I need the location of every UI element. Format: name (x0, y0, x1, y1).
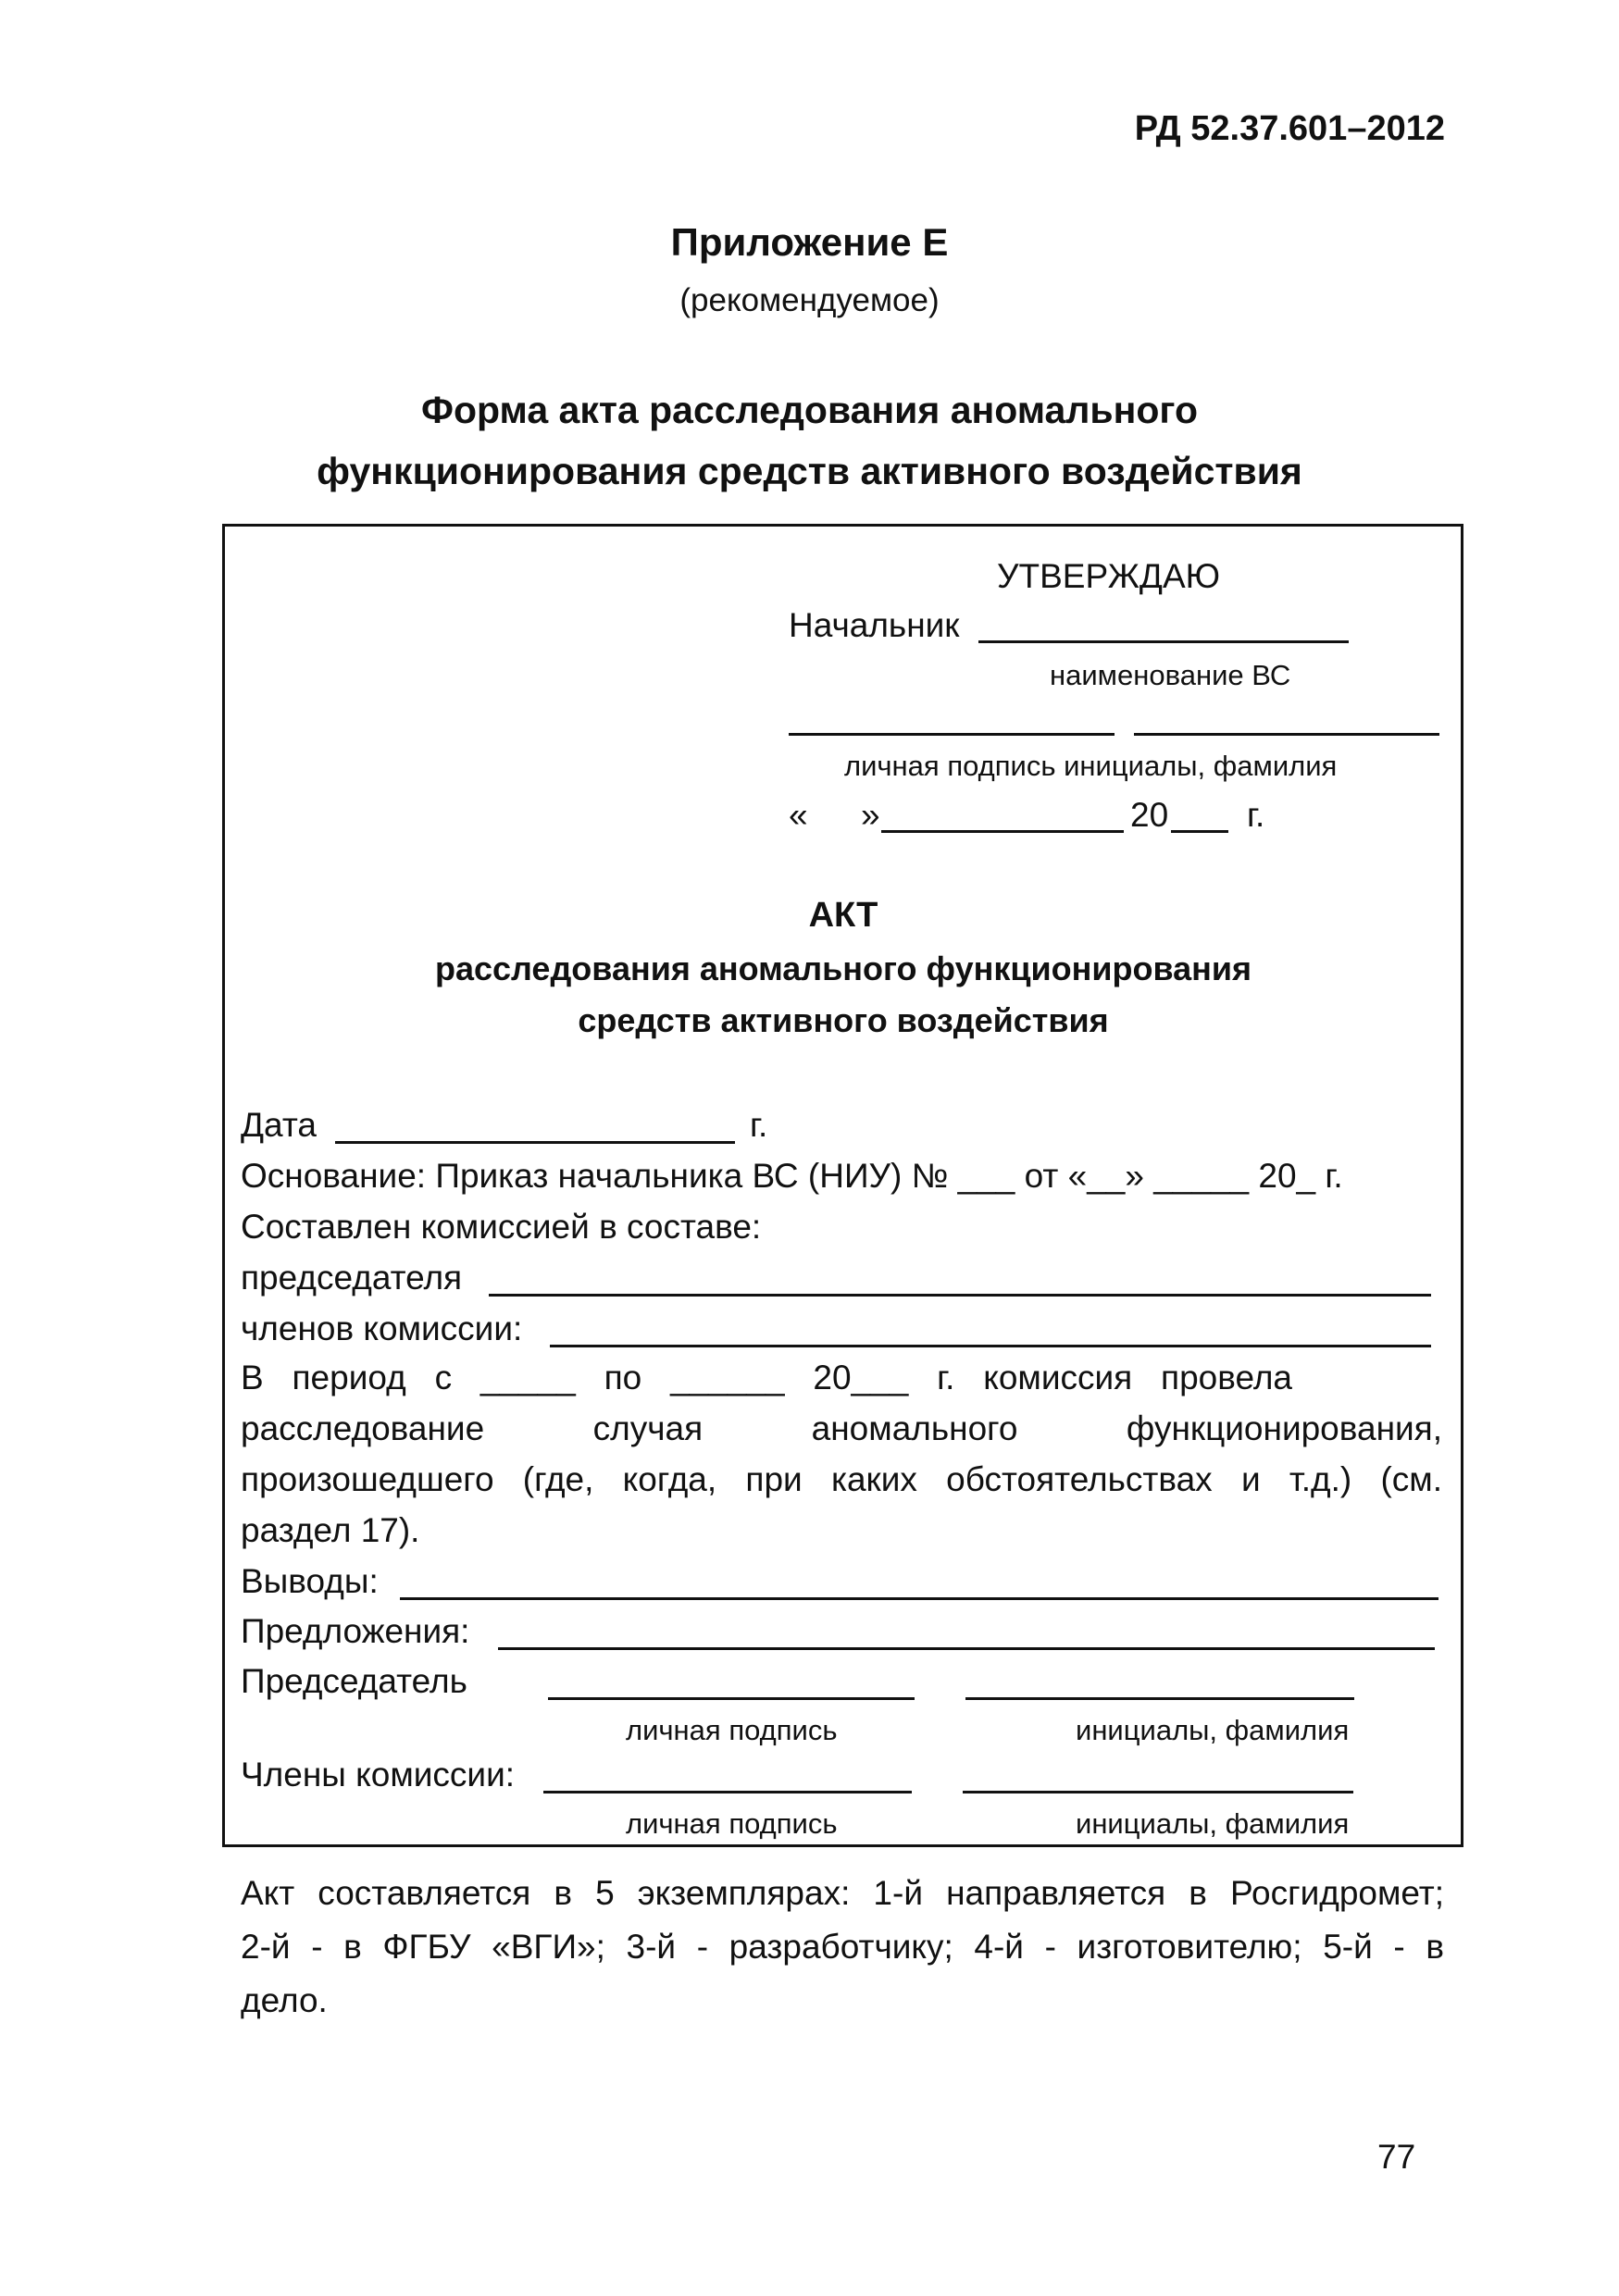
approve-year-line (1171, 830, 1228, 833)
approver-name-line (1134, 733, 1439, 736)
members-sign-label: Члены комиссии: (241, 1756, 516, 1793)
chief-label: Начальник (789, 606, 960, 644)
appendix-subtitle: (рекомендуемое) (679, 282, 940, 318)
conclusions-line (400, 1597, 1438, 1600)
act-title: АКТ (808, 896, 878, 935)
org-caption: наименование ВС (1050, 659, 1291, 691)
chairman-signature-caption: личная подпись (626, 1714, 838, 1746)
members-name-caption: инициалы, фамилия (1076, 1807, 1350, 1840)
date-line (335, 1141, 735, 1144)
chief-org-line (978, 640, 1349, 643)
form-title-line-2: функционирования средств активного воздействия (317, 450, 1302, 492)
chairman-sign-label: Председатель (241, 1662, 467, 1700)
members-label: членов комиссии: (241, 1309, 523, 1347)
period-line-2: расследование случая аномального функционирования, (241, 1409, 1442, 1447)
proposals-line (498, 1647, 1435, 1650)
members-signature-line (543, 1791, 912, 1793)
period-line-3: произошедшего (где, когда, при каких обстоятельствах и т.д.) (см. (241, 1460, 1442, 1498)
approve-year-suffix: г. (1247, 796, 1265, 834)
chairman-name-caption: инициалы, фамилия (1076, 1714, 1350, 1746)
period-line-4: раздел 17). (241, 1511, 420, 1549)
note-line-3: дело. (241, 1981, 328, 2019)
quote-open: « (789, 796, 808, 834)
approve-year-prefix: 20 (1130, 796, 1169, 834)
quote-close: » (861, 796, 880, 834)
page-number: 77 (1377, 2138, 1416, 2176)
members-signature-caption: личная подпись (626, 1807, 838, 1840)
chairman-label: председателя (241, 1259, 463, 1297)
act-subtitle-line-2: средств активного воздействия (578, 1001, 1109, 1039)
approve-month-line (881, 830, 1124, 833)
date-suffix: г. (750, 1106, 768, 1144)
chairman-signature-line (548, 1697, 915, 1700)
members-line (550, 1345, 1431, 1347)
proposals-label: Предложения: (241, 1612, 470, 1650)
members-name-line (963, 1791, 1353, 1793)
approver-signature-line (789, 733, 1115, 736)
note-line-1: Акт составляется в 5 экземплярах: 1-й направляется в Росгидромет; (241, 1874, 1444, 1912)
commission-text: Составлен комиссией в составе: (241, 1208, 762, 1246)
chairman-name-line (965, 1697, 1354, 1700)
conclusions-label: Выводы: (241, 1562, 379, 1600)
act-subtitle-line-1: расследования аномального функционирования (434, 949, 1252, 987)
period-line-1: В период с _____ по ______ 20___ г. комиссия провела (241, 1359, 1292, 1396)
appendix-title: Приложение Е (670, 220, 949, 264)
approve-label: УТВЕРЖДАЮ (997, 557, 1221, 595)
document-code: РД 52.37.601–2012 (1134, 109, 1445, 148)
chairman-line (489, 1294, 1431, 1297)
form-title (0, 379, 1619, 502)
form-title-line-1: Форма акта расследования аномального (421, 389, 1198, 431)
basis-text: Основание: Приказ начальника ВС (НИУ) № ___ от «__» _____ 20_ г. (241, 1157, 1343, 1195)
note-line-2: 2-й - в ФГБУ «ВГИ»; 3-й - разработчику; 4-й - изготовителю; 5-й - в (241, 1928, 1444, 1966)
approver-signature-caption: личная подпись инициалы, фамилия (844, 750, 1338, 782)
date-label: Дата (241, 1106, 317, 1144)
